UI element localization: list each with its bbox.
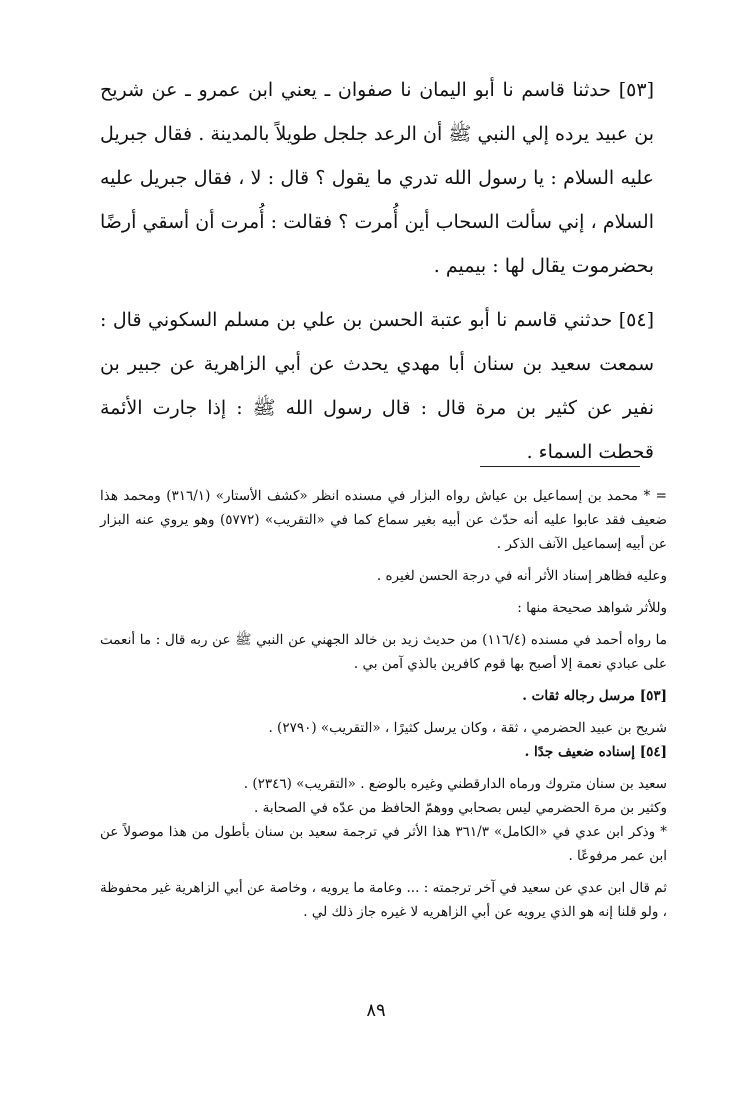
hadith-54: [٥٤] حدثني قاسم نا أبو عتبة الحسن بن علي بن مسلم السكوني قال : سمعت سعيد بن سنان أبا مهدي يحدث عن أبي الزاهرية عن جبير بن نفير عن كثير بن مرة قال : قال رسول الله ﷺ : إذا جارت الأئمة قحطت السماء . (100, 309, 654, 463)
footnote-line: وعليه فظاهر إسناد الأثر أنه في درجة الحسن لغيره . (376, 568, 667, 584)
footnote-heading-54: [٥٤] إسناده ضعيف جدًا . (524, 744, 667, 760)
footnote-line: وكثير بن مرة الحضرمي ليس بصحابي ووهمّ الحافظ من عدّه في الصحابة . (254, 800, 667, 816)
footnote-heading-53: [٥٣] مرسل رجاله ثقات . (522, 688, 667, 704)
footnote-line: شريح بن عبيد الحضرمي ، ثقة ، وكان يرسل كثيرًا ، «التقريب» (٢٧٩٠) . (268, 720, 667, 736)
main-text (100, 68, 654, 474)
footnote-line: ما رواه أحمد في مسنده (١١٦/٤) من حديث زيد بن خالد الجهني عن النبي ﷺ عن ربه قال : ما أنعمت على عبادي نعمة إلا أصبح بها قوم كافرين بالذي آمن بي . (100, 632, 667, 672)
footnote-continuation: = * محمد بن إسماعيل بن عياش رواه البزار في مسنده انظر «كشف الأستار» (٣١٦/١) ومحمد هذا ضعيف فقد عابوا عليه أنه حدّث عن أبيه بغير سماع كما في «التقريب» (٥٧٧٢) وهو يروي عنه البزار عن أبيه إسماعيل الآنف الذكر . (100, 488, 667, 552)
footnote-line: ثم قال ابن عدي عن سعيد في آخر ترجمته : ... وعامة ما يرويه ، وخاصة عن أبي الزاهرية غير محفوظة ، ولو قلنا إنه هو الذي يرويه عن أبي الزاهريه لا غيره جاز ذلك لي . (100, 880, 667, 920)
footnote-divider (480, 466, 640, 467)
footnote-line: وللأثر شواهد صحيحة منها : (517, 600, 667, 616)
page-number: ٨٩ (366, 1000, 386, 1021)
hadith-53: [٥٣] حدثنا قاسم نا أبو اليمان نا صفوان ـ يعني ابن عمرو ـ عن شريح بن عبيد يرده إلي النبي ﷺ أن الرعد جلجل طويلاً بالمدينة . فقال جبريل عليه السلام : يا رسول الله تدري ما يقول ؟ قال : لا ، فقال جبريل عليه السلام ، إني سألت السحاب أين أُمرت ؟ فقالت : أُمرت أن أسقي أرضًا بحضرموت يقال لها : بيميم . (100, 79, 654, 277)
footnotes (100, 484, 667, 924)
footnote-line: سعيد بن سنان متروك ورماه الدارقطني وغيره بالوضع . «التقريب» (٢٣٤٦) . (243, 776, 667, 792)
footnote-line: * وذكر ابن عدي في «الكامل» ٣٦١/٣ هذا الأثر في ترجمة سعيد بن سنان بأطول من هذا موصولاً عن ابن عمر مرفوعًا . (100, 824, 667, 864)
